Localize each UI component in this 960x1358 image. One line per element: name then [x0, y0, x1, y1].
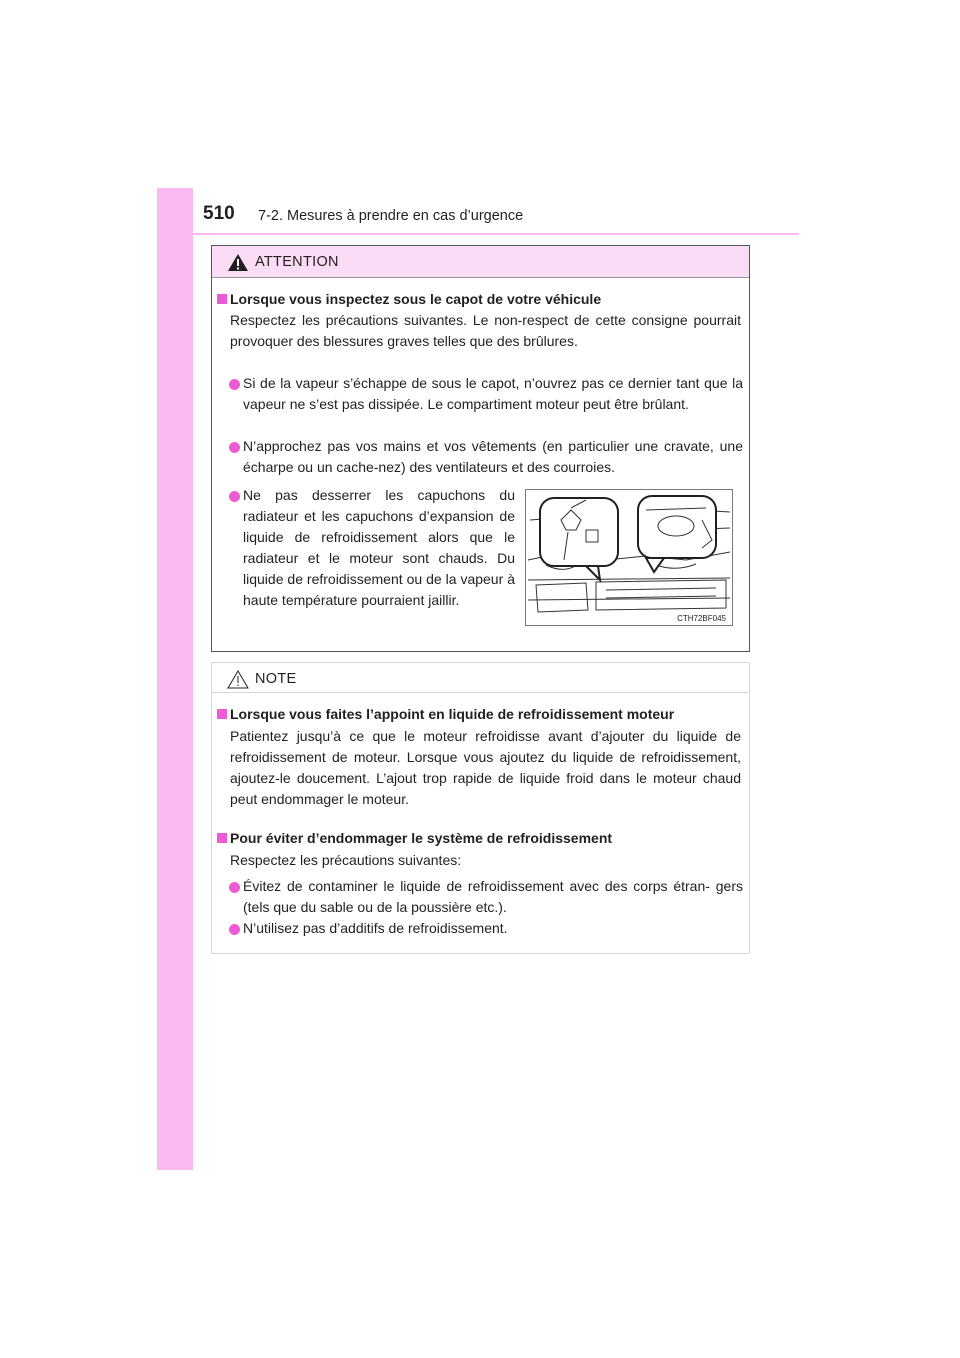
- section-square-icon: [217, 833, 227, 843]
- note-title: NOTE: [255, 671, 297, 687]
- bullet-icon: [229, 882, 240, 893]
- bullet-icon: [229, 491, 240, 502]
- warning-icon: [227, 253, 249, 272]
- note-bullet-1: Évitez de contaminer le liquide de refroidissement avec des corps étran- gers (tels que du sable ou de la poussière etc.).: [243, 878, 743, 915]
- header-rule: [193, 233, 799, 235]
- attention-heading: Lorsque vous inspectez sous le capot de votre véhicule: [230, 291, 602, 307]
- caution-outline-icon: [227, 670, 249, 689]
- figure-code: CTH72BF045: [677, 614, 726, 623]
- note-bullet-2: N’utilisez pas d’additifs de refroidissement.: [243, 920, 508, 936]
- attention-intro: Respectez les précautions suivantes. Le non-respect de cette consigne pourrait provoquer des blessures graves telles que des brûlures.: [230, 312, 741, 349]
- bullet-icon: [229, 379, 240, 390]
- attention-bullet-2: N’approchez pas vos mains et vos vêtements (en particulier une cravate, une écharpe ou un cache-nez) des ventilateurs et des courroies.: [243, 438, 743, 475]
- note-heading-1: Lorsque vous faites l’appoint en liquide de refroidissement moteur: [230, 706, 675, 722]
- attention-bullet-3: Ne pas desserrer les capuchons du radiateur et les capuchons d’expansion de liquide de refroidissement alors que le radiateur et le moteur sont chauds. Du liquide de refroidissement ou de la vapeur à haute température pourraient jaillir.: [243, 487, 515, 608]
- bullet-icon: [229, 442, 240, 453]
- section-square-icon: [217, 709, 227, 719]
- engine-drawing: [526, 490, 732, 625]
- attention-bullet-1: Si de la vapeur s’échappe de sous le capot, n’ouvrez pas ce dernier tant que la vapeur ne s’est pas dissipée. Le compartiment moteur peut être brûlant.: [243, 375, 743, 412]
- section-title: 7-2. Mesures à prendre en cas d’urgence: [258, 208, 524, 224]
- section-square-icon: [217, 294, 227, 304]
- side-color-bar: [157, 188, 193, 1170]
- note-text-2: Respectez les précautions suivantes:: [230, 852, 462, 868]
- engine-compartment-illustration: [525, 489, 733, 626]
- page-number: 510: [203, 203, 235, 224]
- attention-title: ATTENTION: [255, 254, 339, 270]
- bullet-icon: [229, 924, 240, 935]
- note-text-1: Patientez jusqu’à ce que le moteur refroidisse avant d’ajouter du liquide de refroidissement de moteur. Lorsque vous ajoutez du liquide de refroidissement, ajoutez-le doucement. L’ajout trop rapide de liquide froid dans le moteur chaud peut endommager le moteur.: [230, 728, 741, 807]
- note-heading-2: Pour éviter d’endommager le système de refroidissement: [230, 830, 613, 846]
- note-header: [212, 663, 749, 693]
- attention-header: [212, 246, 749, 278]
